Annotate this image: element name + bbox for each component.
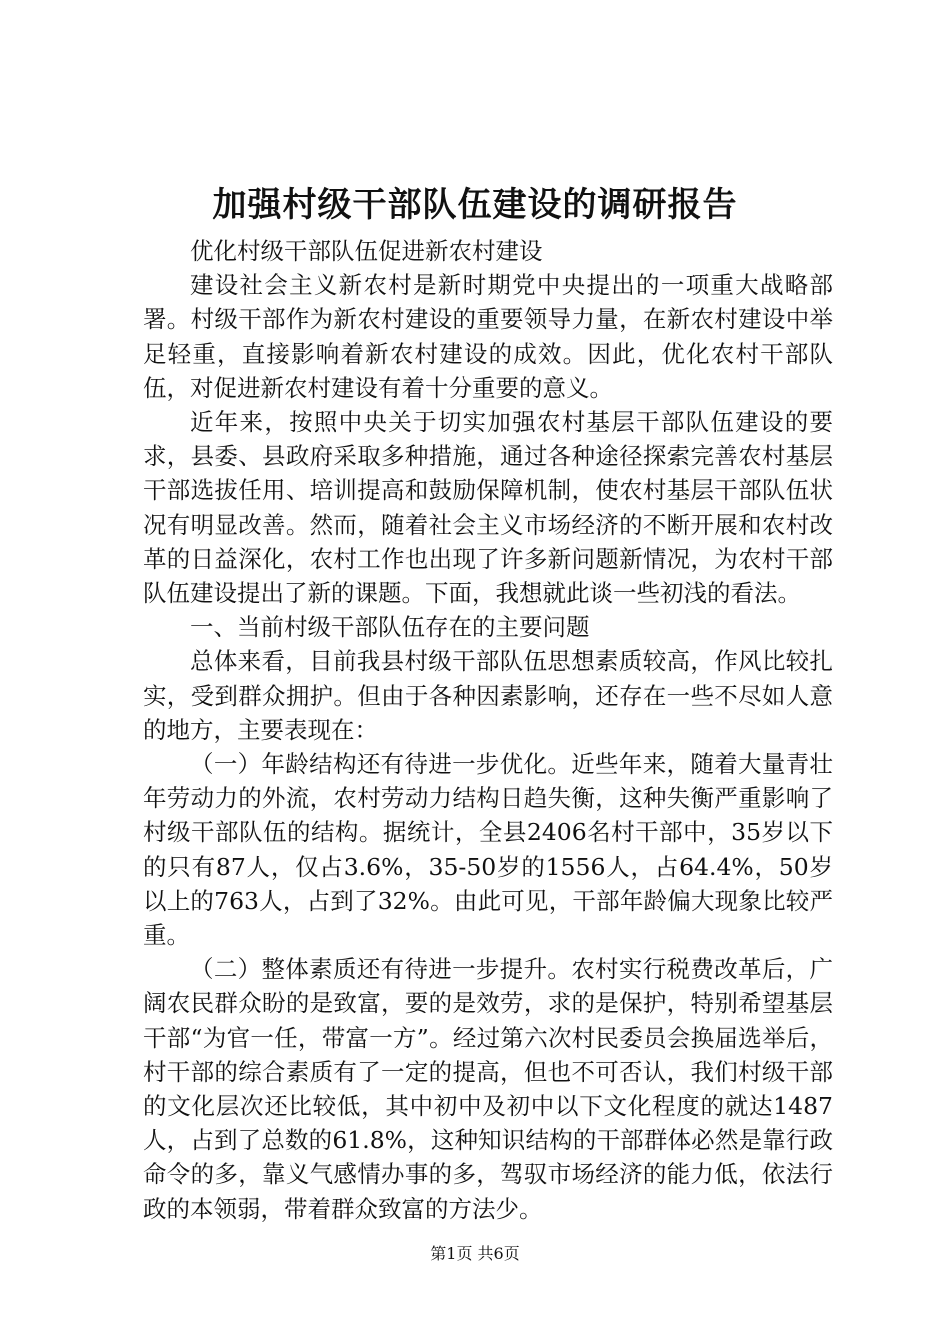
section-heading: 一、当前村级干部队伍存在的主要问题 (190, 613, 590, 642)
body-paragraph: （一）年龄结构还有待进一步优化。近些年来，随着大量青壮年劳动力的外流，农村劳动力结构日趋失衡，这种失衡严重影响了村级干部队伍的结构。据统计，全县2406名村干部中，35岁以下的只有87人，仅占3.6%，35-50岁的1556人，占64.4%，50岁以上的763人，占到了32%。由此可见，干部年龄偏大现象比较严重。 (143, 750, 833, 950)
page-number-footer: 第1页 共6页 (430, 1244, 520, 1263)
body-paragraph: 总体来看，目前我县村级干部队伍思想素质较高，作风比较扎实，受到群众拥护。但由于各种因素影响，还存在一些不尽如人意的地方，主要表现在： (143, 647, 833, 744)
body-paragraph: 近年来，按照中央关于切实加强农村基层干部队伍建设的要求，县委、县政府采取多种措施，通过各种途径探索完善农村基层干部选拔任用、培训提高和鼓励保障机制，使农村基层干部队伍状况有明显改善。然而，随着社会主义市场经济的不断开展和农村改革的日益深化，农村工作也出现了许多新问题新情况，为农村干部队伍建设提出了新的课题。下面，我想就此谈一些初浅的看法。 (143, 408, 833, 608)
document-body (143, 234, 833, 1226)
body-paragraph: 建设社会主义新农村是新时期党中央提出的一项重大战略部署。村级干部作为新农村建设的重要领导力量，在新农村建设中举足轻重，直接影响着新农村建设的成效。因此，优化农村干部队伍，对促进新农村建设有着十分重要的意义。 (143, 271, 833, 402)
document-title: 加强村级干部队伍建设的调研报告 (212, 185, 738, 225)
body-paragraph: （二）整体素质还有待进一步提升。农村实行税费改革后，广阔农民群众盼的是致富，要的是效劳，求的是保护，特别希望基层干部“为官一任，带富一方”。经过第六次村民委员会换届选举后，村干部的综合素质有了一定的提高，但也不可否认，我们村级干部的文化层次还比较低，其中初中及初中以下文化程度的就达1487人，占到了总数的61.8%，这种知识结构的干部群体必然是靠行政命令的多，靠义气感情办事的多，驾驭市场经济的能力低，依法行政的本领弱，带着群众致富的方法少。 (143, 955, 833, 1223)
subtitle-paragraph: 优化村级干部队伍促进新农村建设 (190, 237, 543, 265)
